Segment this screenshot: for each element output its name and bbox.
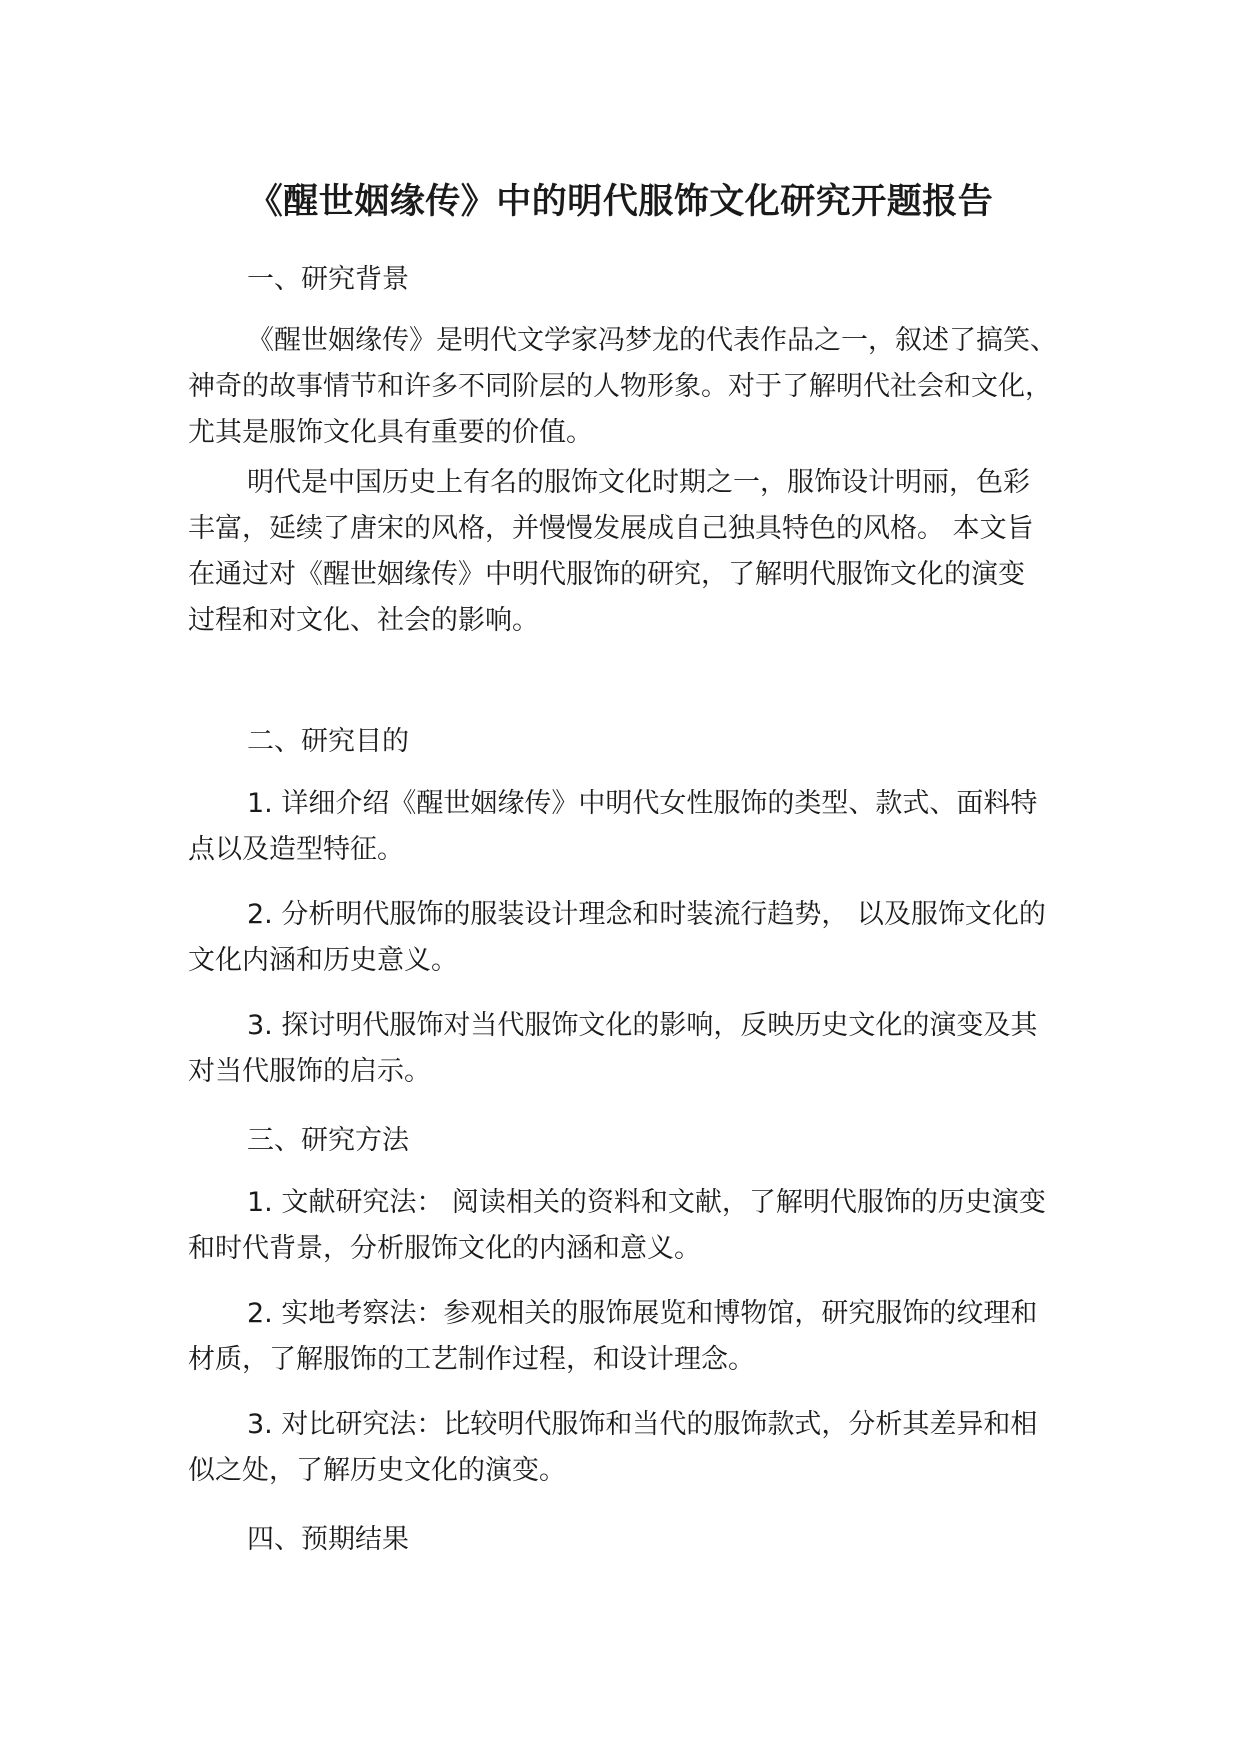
paragraph-purpose-2 (188, 892, 1090, 984)
section-heading-expected-results: 四、预期结果 (247, 1524, 409, 1555)
paragraph-line: 和时代背景，分析服饰文化的内涵和意义。 (188, 1233, 701, 1264)
paragraph-purpose-1 (188, 781, 1090, 873)
paragraph-line: 2. 实地考察法：参观相关的服饰展览和博物馆，研究服饰的纹理和 (247, 1298, 1038, 1329)
paragraph-line: 明代是中国历史上有名的服饰文化时期之一，服饰设计明丽，色彩 (247, 467, 1030, 498)
paragraph-line: 过程和对文化、社会的影响。 (188, 605, 539, 636)
paragraph-method-2 (188, 1291, 1090, 1383)
paragraph-line: 《醒世姻缘传》是明代文学家冯梦龙的代表作品之一，叙述了搞笑、 (247, 325, 1057, 356)
paragraph-background-intro (188, 318, 1090, 456)
paragraph-line: 材质，了解服饰的工艺制作过程，和设计理念。 (188, 1344, 755, 1375)
paragraph-line: 1. 文献研究法： 阅读相关的资料和文献，了解明代服饰的历史演变 (247, 1187, 1046, 1218)
paragraph-background-ming (188, 460, 1090, 644)
paragraph-line: 在通过对《醒世姻缘传》中明代服饰的研究，了解明代服饰文化的演变 (188, 559, 1025, 590)
paragraph-method-3 (188, 1402, 1090, 1494)
paragraph-line: 丰富，延续了唐宋的风格，并慢慢发展成自己独具特色的风格。 本文旨 (188, 513, 1034, 544)
paragraph-line: 神奇的故事情节和许多不同阶层的人物形象。对于了解明代社会和文化， (188, 371, 1052, 402)
paragraph-purpose-3 (188, 1003, 1090, 1095)
section-heading-method: 三、研究方法 (247, 1125, 409, 1156)
paragraph-line: 对当代服饰的启示。 (188, 1056, 431, 1087)
paragraph-line: 3. 探讨明代服饰对当代服饰文化的影响，反映历史文化的演变及其 (247, 1010, 1038, 1041)
paragraph-method-1 (188, 1180, 1090, 1272)
paragraph-line: 文化内涵和历史意义。 (188, 945, 458, 976)
paragraph-line: 点以及造型特征。 (188, 834, 404, 865)
paragraph-line: 2. 分析明代服饰的服装设计理念和时装流行趋势， 以及服饰文化的 (247, 899, 1046, 930)
paragraph-line: 尤其是服饰文化具有重要的价值。 (188, 417, 593, 448)
section-heading-background: 一、研究背景 (247, 264, 409, 295)
paragraph-line: 3. 对比研究法：比较明代服饰和当代的服饰款式，分析其差异和相 (247, 1409, 1038, 1440)
document-title: 《醒世姻缘传》中的明代服饰文化研究开题报告 (247, 182, 994, 222)
paragraph-line: 似之处，了解历史文化的演变。 (188, 1455, 566, 1486)
section-heading-purpose: 二、研究目的 (247, 726, 409, 757)
paragraph-line: 1. 详细介绍《醒世姻缘传》中明代女性服饰的类型、款式、面料特 (247, 788, 1038, 819)
